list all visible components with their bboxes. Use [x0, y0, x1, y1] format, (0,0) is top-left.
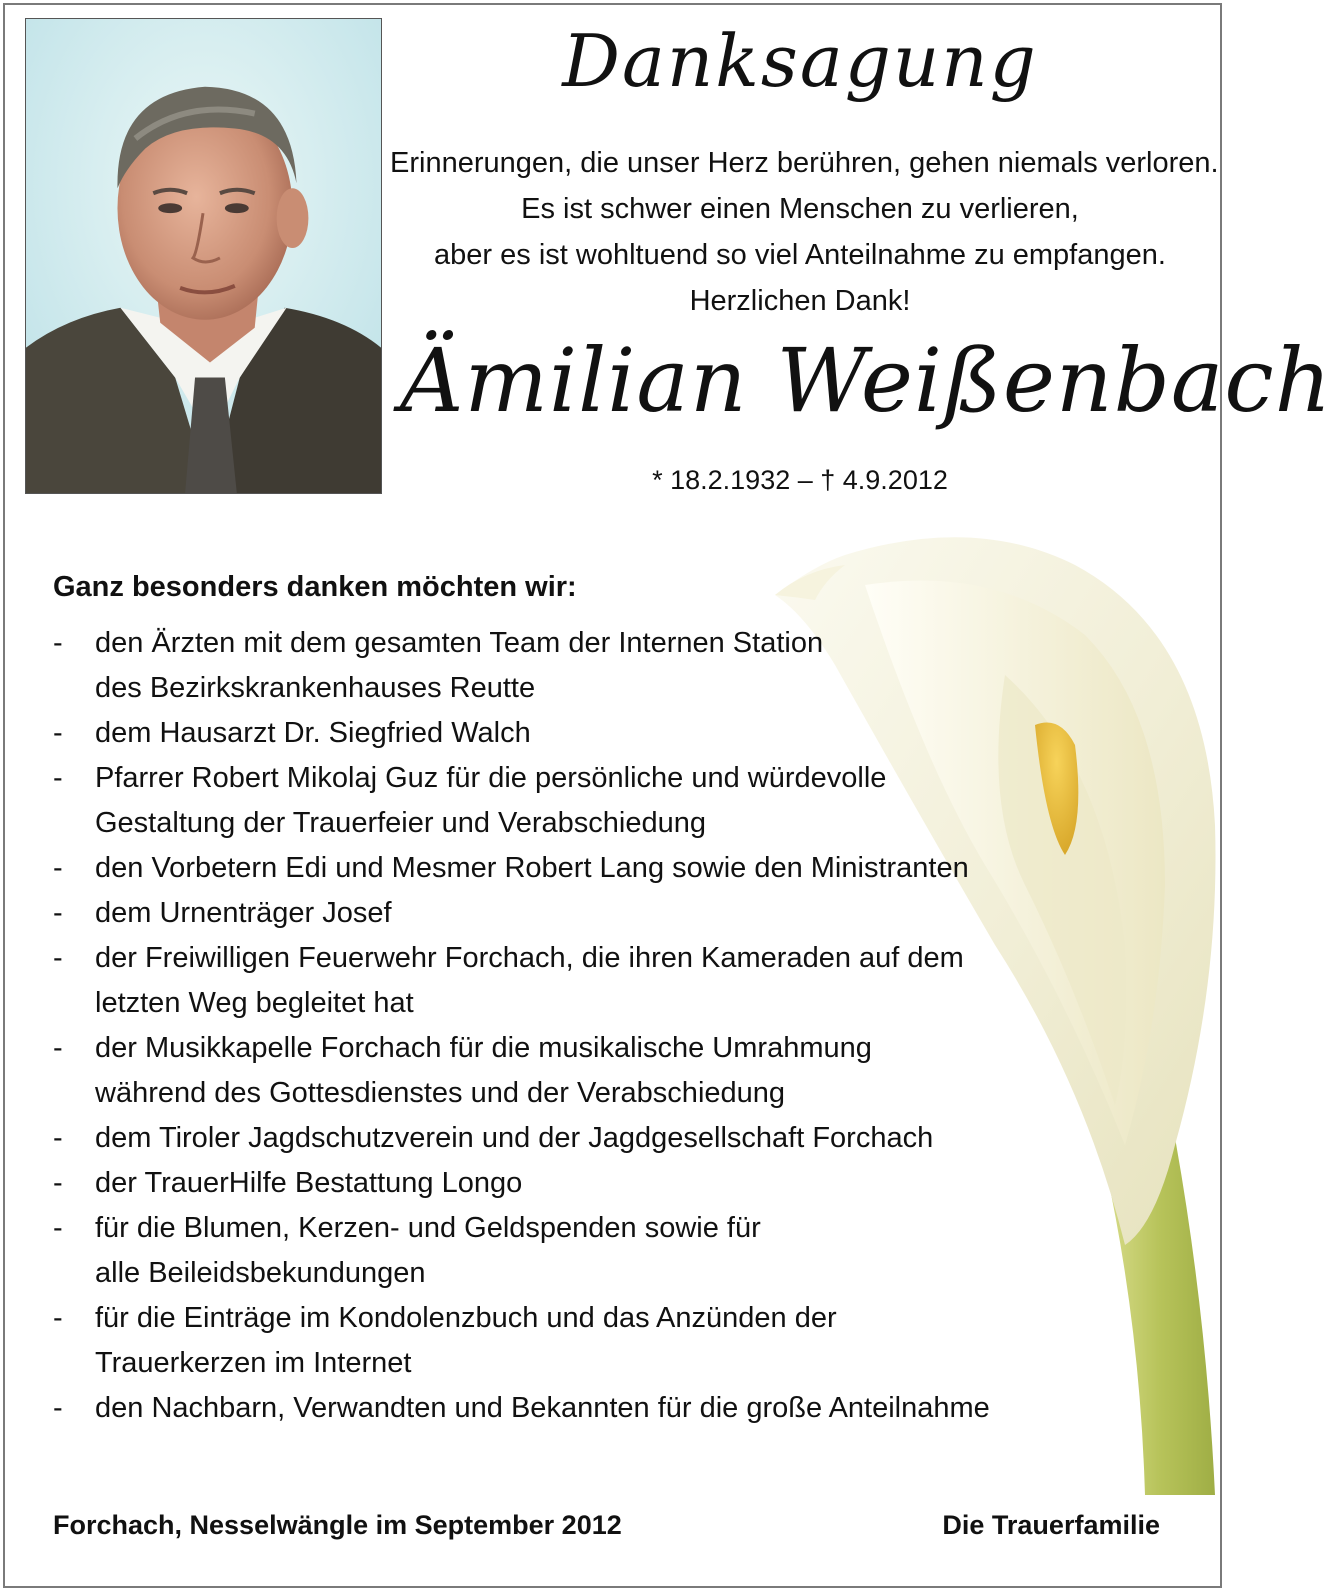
thanks-item: [53, 1026, 993, 1116]
life-dates: * 18.2.1932 – † 4.9.2012: [652, 465, 948, 495]
title-danksagung: Danksagung: [562, 19, 1038, 103]
list-dash: -: [53, 627, 63, 659]
thanks-item: [53, 621, 993, 711]
list-dash: -: [53, 1212, 63, 1244]
list-dash: -: [53, 1392, 63, 1424]
thanks-item-line: der TrauerHilfe Bestattung Longo: [95, 1167, 523, 1199]
thanks-item: [53, 846, 993, 891]
thanks-item-line: Pfarrer Robert Mikolaj Guz für die persönliche und würdevolle: [95, 762, 887, 794]
thanks-item-line: dem Hausarzt Dr. Siegfried Walch: [95, 717, 531, 749]
deceased-name: Ämilian Weißenbach: [400, 329, 1332, 432]
thanks-item-line: den Vorbetern Edi und Mesmer Robert Lang sowie den Ministranten: [95, 852, 969, 884]
thanks-item-line: alle Beileidsbekundungen: [95, 1257, 426, 1289]
thanks-item-line: Trauerkerzen im Internet: [95, 1347, 412, 1379]
thanks-heading: Ganz besonders danken möchten wir:: [53, 571, 577, 603]
thanks-item: [53, 1296, 993, 1386]
list-dash: -: [53, 1302, 63, 1334]
list-dash: -: [53, 1032, 63, 1064]
list-dash: -: [53, 942, 63, 974]
list-dash: -: [53, 762, 63, 794]
thanks-item-line: für die Einträge im Kondolenzbuch und das Anzünden der: [95, 1302, 837, 1334]
footer-place-date: Forchach, Nesselwängle im September 2012: [53, 1510, 622, 1540]
thanks-item-line: während des Gottesdienstes und der Verabschiedung: [95, 1077, 786, 1109]
thanks-item: [53, 936, 993, 1026]
thanks-item-line: letzten Weg begleitet hat: [95, 987, 414, 1019]
thanks-item: [53, 711, 993, 756]
thanks-item: [53, 756, 993, 846]
list-dash: -: [53, 897, 63, 929]
thanks-item-line: dem Tiroler Jagdschutzverein und der Jagdgesellschaft Forchach: [95, 1122, 934, 1154]
thanks-item-line: Gestaltung der Trauerfeier und Verabschiedung: [95, 807, 707, 839]
thanks-item-line: dem Urnenträger Josef: [95, 897, 392, 929]
list-dash: -: [53, 852, 63, 884]
thanks-item: [53, 1206, 993, 1296]
thanks-item-line: des Bezirkskrankenhauses Reutte: [95, 672, 536, 704]
portrait-photo: [25, 18, 382, 494]
quote-line: Es ist schwer einen Menschen zu verlieren,: [521, 193, 1079, 225]
quote-line: Erinnerungen, die unser Herz berühren, gehen niemals verloren.: [390, 147, 1219, 179]
portrait-image: [26, 19, 381, 493]
thanks-item: [53, 1116, 993, 1161]
thanks-item: [53, 1386, 993, 1431]
thanks-list: [53, 621, 993, 1431]
obituary-card: [3, 3, 1332, 1588]
thanks-item: [53, 891, 993, 936]
quote-line: Herzlichen Dank!: [689, 285, 911, 317]
list-dash: -: [53, 1122, 63, 1154]
quote-block: [390, 140, 1219, 324]
thanks-item-line: den Nachbarn, Verwandten und Bekannten für die große Anteilnahme: [95, 1392, 990, 1424]
quote-line: aber es ist wohltuend so viel Anteilnahme zu empfangen.: [434, 239, 1166, 271]
thanks-item-line: den Ärzten mit dem gesamten Team der Internen Station: [95, 627, 824, 659]
list-dash: -: [53, 1167, 63, 1199]
thanks-item-line: der Musikkapelle Forchach für die musikalische Umrahmung: [95, 1032, 872, 1064]
thanks-item-line: der Freiwilligen Feuerwehr Forchach, die ihren Kameraden auf dem: [95, 942, 964, 974]
thanks-item-line: für die Blumen, Kerzen- und Geldspenden sowie für: [95, 1212, 761, 1244]
list-dash: -: [53, 717, 63, 749]
thanks-item: [53, 1161, 993, 1206]
footer-signature: Die Trauerfamilie: [942, 1510, 1160, 1540]
